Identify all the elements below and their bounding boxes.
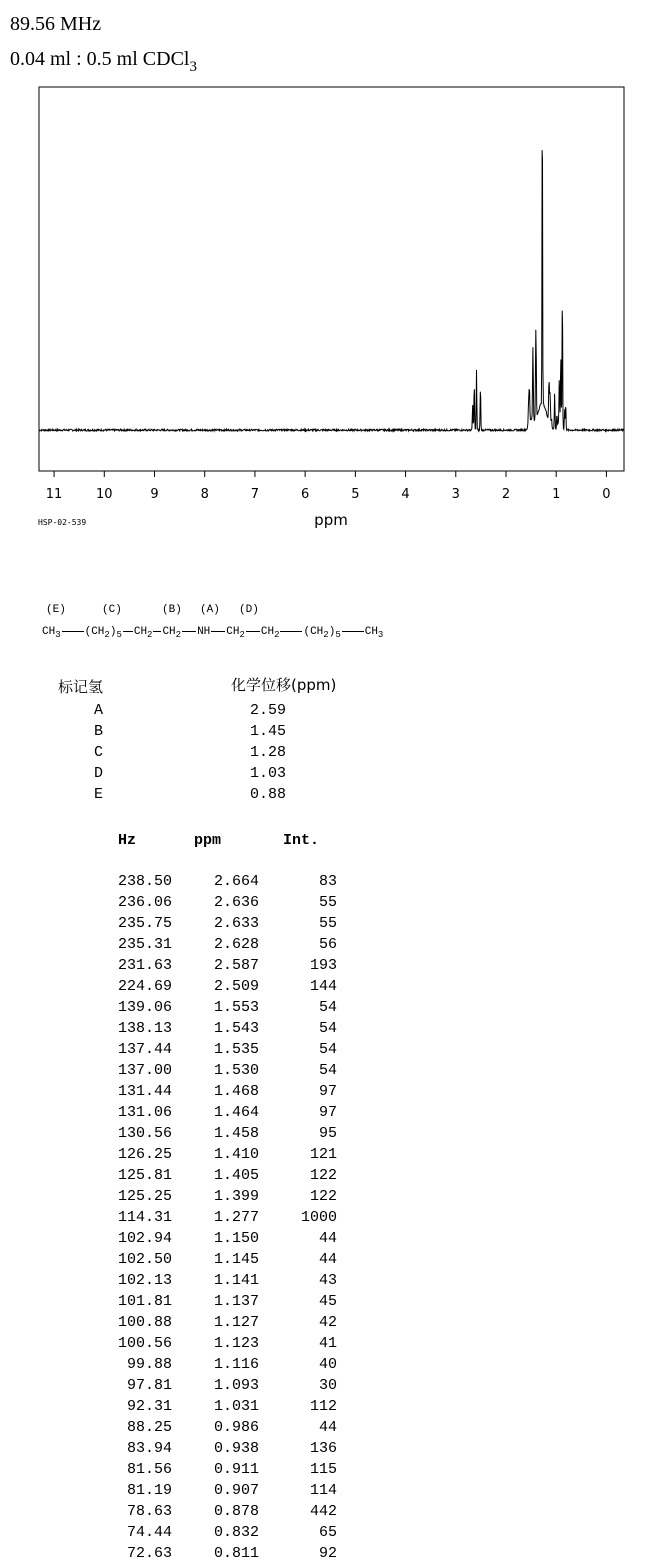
peak-ppm: 1.116 xyxy=(213,1356,259,1373)
ch2-chain-left: $(CH_2)_5$ xyxy=(84,626,122,640)
peak-row xyxy=(0,1167,360,1188)
peak-row xyxy=(0,1062,360,1083)
peak-hz: 102.94 xyxy=(117,1230,172,1247)
peak-hz: 231.63 xyxy=(117,957,172,974)
peak-ppm: 1.093 xyxy=(213,1377,259,1394)
peak-int: 193 xyxy=(309,957,337,974)
peak-row xyxy=(0,1524,360,1545)
peak-row xyxy=(0,1293,360,1314)
ch2-a: $CH_2$ xyxy=(162,626,182,640)
peak-hz: 78.63 xyxy=(126,1503,172,1520)
peak-row xyxy=(0,1188,360,1209)
peak-ppm: 0.811 xyxy=(213,1545,259,1562)
nmr-spectrum-chart xyxy=(0,80,652,540)
peak-int: 45 xyxy=(318,1293,337,1310)
peak-row xyxy=(0,915,360,936)
peak-col-hz: Hz xyxy=(118,832,137,849)
peak-ppm: 1.458 xyxy=(213,1125,259,1142)
peak-ppm: 0.911 xyxy=(213,1461,259,1478)
peak-hz: 131.44 xyxy=(117,1083,172,1100)
peak-row xyxy=(0,1440,360,1461)
peak-ppm: 1.141 xyxy=(213,1272,259,1289)
x-tick-label: 9 xyxy=(150,487,159,502)
peak-int: 55 xyxy=(318,894,337,911)
peak-hz: 72.63 xyxy=(126,1545,172,1562)
peak-row xyxy=(0,1398,360,1419)
x-tick-label: 11 xyxy=(45,487,63,502)
shift-row-ppm: 1.28 xyxy=(250,744,287,761)
peak-int: 121 xyxy=(309,1146,337,1163)
bond xyxy=(342,631,364,632)
peak-ppm: 1.150 xyxy=(213,1230,259,1247)
shift-row-ppm: 1.45 xyxy=(250,723,287,740)
peak-row xyxy=(0,1335,360,1356)
peak-row xyxy=(0,873,360,894)
ch3-right: $CH_3$ xyxy=(364,626,384,640)
peak-hz: 224.69 xyxy=(117,978,172,995)
peak-row xyxy=(0,957,360,978)
peak-ppm: 1.553 xyxy=(213,999,259,1016)
peak-row xyxy=(0,1041,360,1062)
peak-int: 115 xyxy=(309,1461,337,1478)
peak-ppm: 1.145 xyxy=(213,1251,259,1268)
shift-row-label: A xyxy=(94,702,104,719)
peak-int: 1000 xyxy=(300,1209,337,1226)
peak-ppm: 2.633 xyxy=(213,915,259,932)
x-tick-label: 1 xyxy=(552,487,561,502)
peak-row xyxy=(0,1230,360,1251)
peak-int: 42 xyxy=(318,1314,337,1331)
peak-hz: 81.56 xyxy=(126,1461,172,1478)
peak-int: 44 xyxy=(318,1419,337,1436)
bond xyxy=(182,631,196,632)
peak-ppm: 1.535 xyxy=(213,1041,259,1058)
peak-hz: 100.88 xyxy=(117,1314,172,1331)
peak-hz: 137.00 xyxy=(117,1062,172,1079)
peak-hz: 125.81 xyxy=(117,1167,172,1184)
peak-row xyxy=(0,999,360,1020)
peak-hz: 114.31 xyxy=(117,1209,172,1226)
peak-int: 442 xyxy=(309,1503,337,1520)
peak-col-int: Int. xyxy=(283,832,320,849)
x-tick-label: 3 xyxy=(451,487,460,502)
molecule-structure xyxy=(42,604,482,654)
peak-int: 54 xyxy=(318,1041,337,1058)
sample-solvent xyxy=(10,48,197,78)
peak-int: 144 xyxy=(309,978,337,995)
peak-int: 114 xyxy=(309,1482,337,1499)
peak-int: 43 xyxy=(318,1272,337,1289)
peak-hz: 102.50 xyxy=(117,1251,172,1268)
x-tick-label: 6 xyxy=(300,487,310,502)
peak-int: 97 xyxy=(318,1104,337,1121)
peak-ppm: 1.410 xyxy=(213,1146,259,1163)
peak-row xyxy=(0,1377,360,1398)
solvent-text: 0.04 ml : 0.5 ml CDCl xyxy=(10,48,190,70)
peak-hz: 130.56 xyxy=(117,1125,172,1142)
peak-row xyxy=(0,978,360,999)
x-tick-label: 8 xyxy=(200,487,209,502)
peak-ppm: 1.399 xyxy=(213,1188,259,1205)
bond xyxy=(280,631,302,632)
spectrum-code: HSP-02-539 xyxy=(38,518,87,527)
peak-ppm: 2.628 xyxy=(213,936,259,953)
peak-hz: 139.06 xyxy=(117,999,172,1016)
bond xyxy=(153,631,161,632)
peak-int: 54 xyxy=(318,1020,337,1037)
peak-row xyxy=(0,1545,360,1566)
peak-hz: 88.25 xyxy=(126,1419,172,1436)
peak-int: 30 xyxy=(318,1377,337,1394)
peak-ppm: 1.530 xyxy=(213,1062,259,1079)
peak-row xyxy=(0,1209,360,1230)
x-axis-label: ppm xyxy=(314,511,348,529)
peak-ppm: 1.123 xyxy=(213,1335,259,1352)
label-b: (B) xyxy=(162,604,182,616)
peak-int: 44 xyxy=(318,1230,337,1247)
structure-formula xyxy=(42,626,383,640)
peak-ppm: 1.543 xyxy=(213,1020,259,1037)
peak-hz: 74.44 xyxy=(126,1524,172,1541)
plot-frame xyxy=(39,87,624,471)
ch2-chain-right: $(CH_2)_5$ xyxy=(303,626,341,640)
peak-int: 136 xyxy=(309,1440,337,1457)
peak-row xyxy=(0,1146,360,1167)
shift-row-label: E xyxy=(94,786,104,803)
peak-int: 55 xyxy=(318,915,337,932)
label-d: (D) xyxy=(239,604,259,616)
peak-ppm: 1.464 xyxy=(213,1104,259,1121)
bond xyxy=(62,631,84,632)
peak-ppm: 0.938 xyxy=(213,1440,259,1457)
x-tick-label: 7 xyxy=(250,487,260,502)
peak-hz: 102.13 xyxy=(117,1272,172,1289)
peak-row xyxy=(0,1020,360,1041)
peak-hz: 235.31 xyxy=(117,936,172,953)
x-axis-tick-labels xyxy=(46,487,611,502)
shift-row-label: C xyxy=(94,744,104,761)
x-tick-label: 10 xyxy=(96,487,113,502)
label-a: (A) xyxy=(200,604,220,616)
peak-ppm: 1.468 xyxy=(213,1083,259,1100)
peak-int: 122 xyxy=(309,1188,337,1205)
ch3-left: $CH_3$ xyxy=(42,626,61,640)
peak-ppm: 2.636 xyxy=(213,894,259,911)
peak-int: 54 xyxy=(318,1062,337,1079)
peak-row xyxy=(0,1083,360,1104)
peak-ppm: 1.137 xyxy=(213,1293,259,1310)
peak-ppm: 1.277 xyxy=(213,1209,259,1226)
peak-hz: 99.88 xyxy=(126,1356,172,1373)
peak-ppm: 2.587 xyxy=(213,957,259,974)
peak-int: 56 xyxy=(318,936,337,953)
peak-int: 41 xyxy=(318,1335,337,1352)
peak-row xyxy=(0,1314,360,1335)
ch2-a-right: $CH_2$ xyxy=(226,626,245,640)
peak-row xyxy=(0,1104,360,1125)
peak-int: 97 xyxy=(318,1083,337,1100)
peak-ppm: 2.664 xyxy=(213,873,259,890)
bond xyxy=(123,631,133,632)
peak-row xyxy=(0,894,360,915)
peak-hz: 235.75 xyxy=(117,915,172,932)
shift-row-ppm: 2.59 xyxy=(250,702,287,719)
peak-int: 40 xyxy=(318,1356,337,1373)
peak-hz: 101.81 xyxy=(117,1293,172,1310)
peak-ppm: 2.509 xyxy=(213,978,259,995)
peak-int: 122 xyxy=(309,1167,337,1184)
peak-ppm: 0.878 xyxy=(213,1503,259,1520)
peak-hz: 126.25 xyxy=(117,1146,172,1163)
peak-ppm: 1.031 xyxy=(213,1398,259,1415)
peak-int: 95 xyxy=(318,1125,337,1142)
x-tick-label: 2 xyxy=(501,487,511,502)
peak-ppm: 1.405 xyxy=(213,1167,259,1184)
label-c: (C) xyxy=(102,604,122,616)
peak-int: 65 xyxy=(318,1524,337,1541)
peak-hz: 92.31 xyxy=(126,1398,172,1415)
peak-ppm: 0.907 xyxy=(213,1482,259,1499)
peak-row xyxy=(0,1482,360,1503)
peak-hz: 137.44 xyxy=(117,1041,172,1058)
bond xyxy=(211,631,225,632)
peak-hz: 131.06 xyxy=(117,1104,172,1121)
spectrum-trace xyxy=(39,150,624,431)
peak-hz: 81.19 xyxy=(126,1482,172,1499)
ch2-b: $CH_2$ xyxy=(133,626,153,640)
nh-group: NH xyxy=(197,626,211,638)
peak-int: 54 xyxy=(318,999,337,1016)
peak-hz: 236.06 xyxy=(117,894,172,911)
peak-row xyxy=(0,1419,360,1440)
peak-hz: 83.94 xyxy=(126,1440,172,1457)
x-tick-label: 0 xyxy=(602,487,611,502)
peak-hz: 138.13 xyxy=(117,1020,172,1037)
x-axis-ticks xyxy=(54,471,606,477)
peak-col-ppm: ppm xyxy=(194,832,222,849)
peak-ppm: 0.986 xyxy=(213,1419,259,1436)
peak-row xyxy=(0,1356,360,1377)
spectrometer-frequency: 89.56 MHz xyxy=(10,13,102,35)
bond xyxy=(246,631,260,632)
x-tick-label: 4 xyxy=(401,487,410,502)
peak-int: 112 xyxy=(309,1398,337,1415)
peak-hz: 97.81 xyxy=(126,1377,172,1394)
peak-int: 92 xyxy=(318,1545,337,1562)
peak-ppm: 1.127 xyxy=(213,1314,259,1331)
shift-row-ppm: 1.03 xyxy=(250,765,287,782)
peak-row xyxy=(0,1251,360,1272)
peak-row xyxy=(0,1503,360,1524)
ch2-b-right: $CH_2$ xyxy=(260,626,280,640)
shift-row-label: B xyxy=(94,723,104,740)
solvent-subscript: 3 xyxy=(189,59,197,75)
peak-row xyxy=(0,1272,360,1293)
peak-hz: 125.25 xyxy=(117,1188,172,1205)
peak-row xyxy=(0,1125,360,1146)
shift-table-header-ppm: 化学位移(ppm) xyxy=(231,676,337,694)
shift-table-header-label: 标记氢 xyxy=(58,678,104,696)
peak-ppm: 0.832 xyxy=(213,1524,259,1541)
label-e: (E) xyxy=(46,604,66,616)
shift-row-ppm: 0.88 xyxy=(250,786,287,803)
peak-int: 44 xyxy=(318,1251,337,1268)
shift-row-label: D xyxy=(94,765,104,782)
x-tick-label: 5 xyxy=(351,487,360,502)
peak-int: 83 xyxy=(318,873,337,890)
peak-row xyxy=(0,936,360,957)
peak-hz: 100.56 xyxy=(117,1335,172,1352)
peak-hz: 238.50 xyxy=(117,873,172,890)
peak-row xyxy=(0,1461,360,1482)
